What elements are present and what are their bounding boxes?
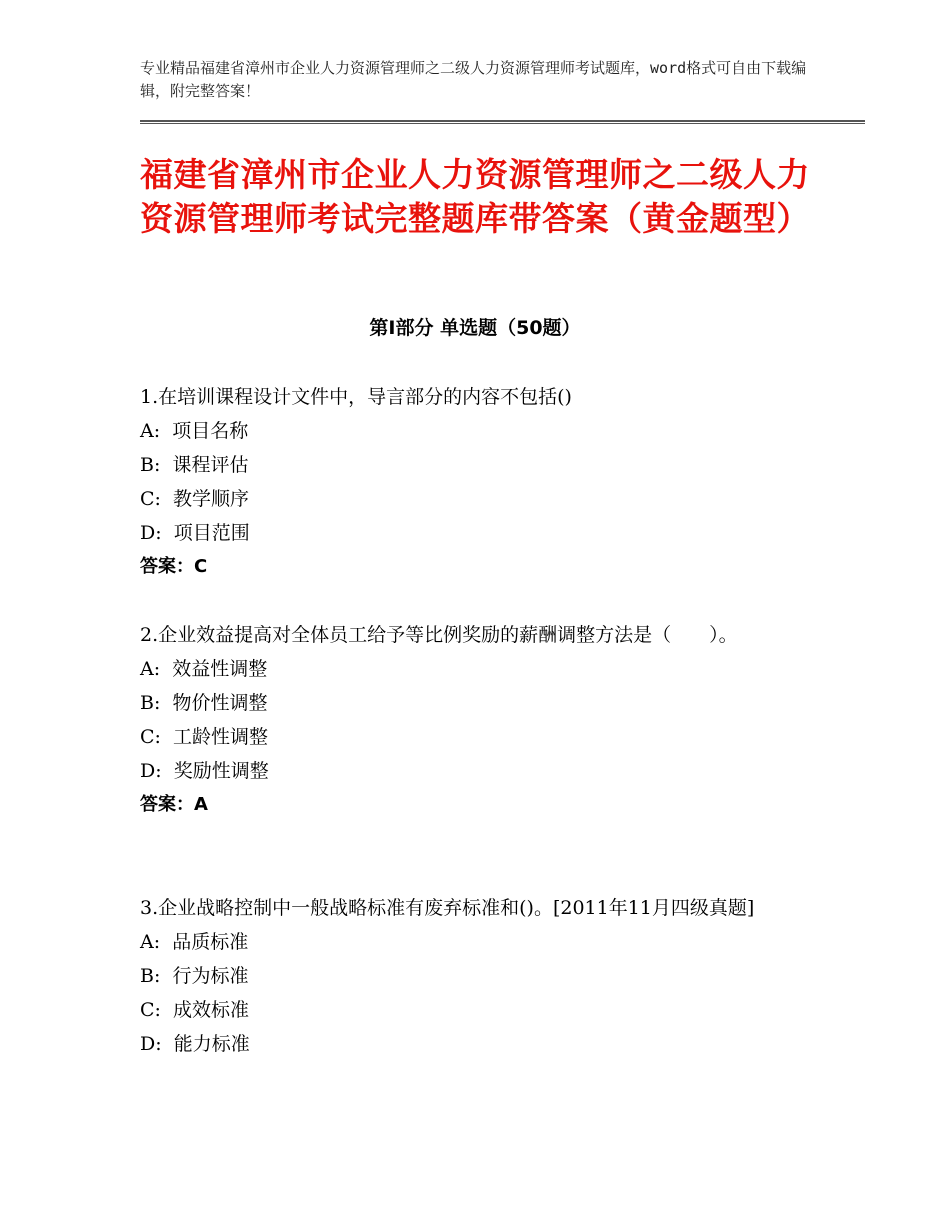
option-a: A: 品质标准 bbox=[140, 931, 249, 953]
question-stem: 1.在培训课程设计文件中，导言部分的内容不包括() bbox=[140, 386, 572, 408]
option-d: D: 奖励性调整 bbox=[140, 760, 269, 782]
answer: 答案：C bbox=[140, 556, 208, 577]
question-1 bbox=[140, 380, 820, 584]
option-b: B: 行为标准 bbox=[140, 965, 249, 987]
section-title: 第Ⅰ部分 单选题（50题） bbox=[369, 317, 581, 339]
option-d: D: 项目范围 bbox=[140, 522, 250, 544]
answer: 答案：A bbox=[140, 794, 208, 815]
header-note: 专业精品福建省漳州市企业人力资源管理师之二级人力资源管理师考试题库，word格式可自由下载编辑，附完整答案！ bbox=[140, 59, 807, 100]
document-title: 福建省漳州市企业人力资源管理师之二级人力资源管理师考试完整题库带答案（黄金题型） bbox=[140, 155, 810, 238]
option-d: D: 能力标准 bbox=[140, 1033, 250, 1055]
option-c: C: 工龄性调整 bbox=[140, 726, 269, 748]
question-3 bbox=[140, 891, 820, 1061]
option-c: C: 成效标准 bbox=[140, 999, 250, 1021]
option-a: A: 项目名称 bbox=[140, 420, 249, 442]
option-b: B: 物价性调整 bbox=[140, 692, 268, 714]
option-a: A: 效益性调整 bbox=[140, 658, 268, 680]
question-stem: 3.企业战略控制中一般战略标准有废弃标准和()。[2011年11月四级真题] bbox=[140, 897, 755, 919]
question-stem: 2.企业效益提高对全体员工给予等比例奖励的薪酬调整方法是（ ）。 bbox=[140, 624, 738, 646]
question-2 bbox=[140, 618, 820, 822]
header-divider bbox=[140, 120, 865, 124]
option-b: B: 课程评估 bbox=[140, 454, 249, 476]
option-c: C: 教学顺序 bbox=[140, 488, 250, 510]
